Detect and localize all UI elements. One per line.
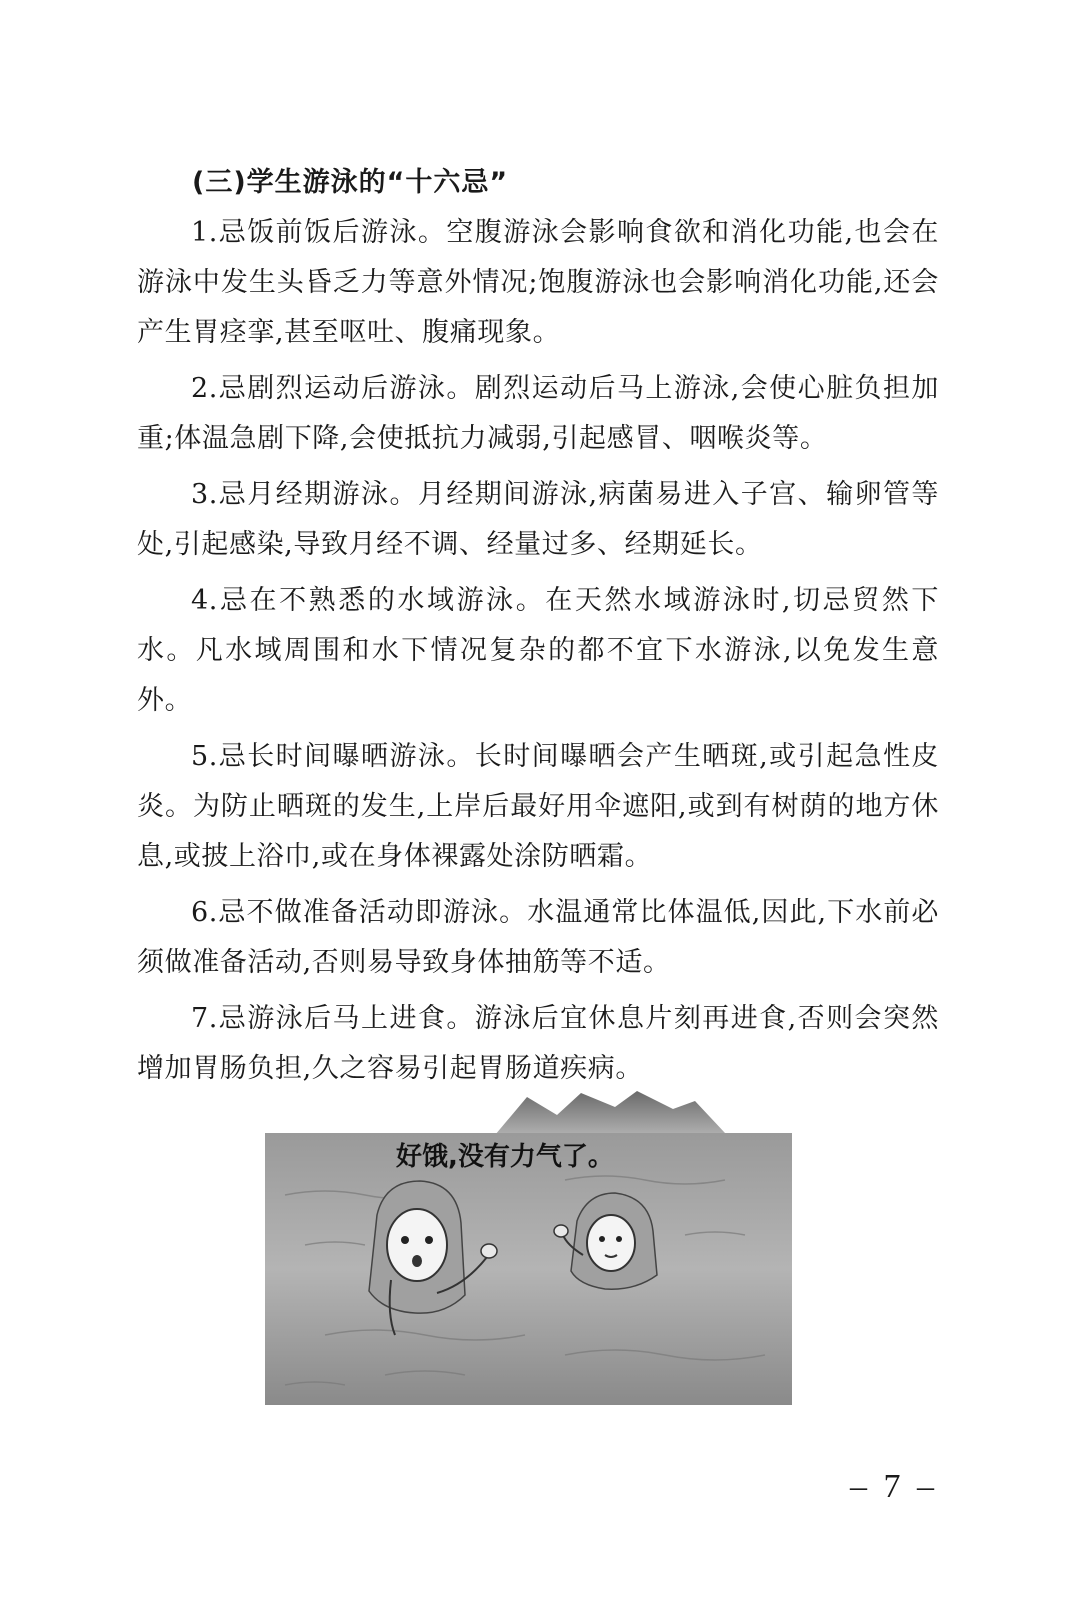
illustration-svg — [265, 1085, 792, 1405]
rule-6-paragraph: 6.忌不做准备活动即游泳。水温通常比体温低,因此,下水前必须做准备活动,否则易导致身体抽筋等不适。 — [137, 897, 939, 978]
rule-1-paragraph: 1.忌饭前饭后游泳。空腹游泳会影响食欲和消化功能,也会在游泳中发生头昏乏力等意外情况;饱腹游泳也会影响消化功能,还会产生胃痉挛,甚至呕吐、腹痛现象。 — [137, 217, 939, 348]
rule-7-paragraph: 7.忌游泳后马上进食。游泳后宜休息片刻再进食,否则会突然增加胃肠负担,久之容易引起胃肠道疾病。 — [137, 1003, 939, 1084]
rule-4-paragraph: 4.忌在不熟悉的水域游泳。在天然水域游泳时,切忌贸然下水。凡水域周围和水下情况复杂的都不宜下水游泳,以免发生意外。 — [137, 585, 939, 716]
rule-2-paragraph: 2.忌剧烈运动后游泳。剧烈运动后马上游泳,会使心脏负担加重;体温急剧下降,会使抵抗力减弱,引起感冒、咽喉炎等。 — [137, 373, 939, 454]
page-number: – 7 – — [850, 1468, 938, 1505]
swimming-illustration — [265, 1085, 792, 1405]
body-text — [137, 208, 939, 1100]
rule-5-paragraph: 5.忌长时间曝晒游泳。长时间曝晒会产生晒斑,或引起急性皮炎。为防止晒斑的发生,上岸后最好用伞遮阳,或到有树荫的地方休息,或披上浴巾,或在身体裸露处涂防晒霜。 — [137, 741, 939, 872]
water — [265, 1133, 792, 1405]
rule-3-paragraph: 3.忌月经期游泳。月经期间游泳,病菌易进入子宫、输卵管等处,引起感染,导致月经不调、经量过多、经期延长。 — [137, 479, 939, 560]
illustration-caption: 好饿,没有力气了。 — [396, 1142, 614, 1172]
section-title: (三)学生游泳的“十六忌” — [192, 167, 509, 198]
